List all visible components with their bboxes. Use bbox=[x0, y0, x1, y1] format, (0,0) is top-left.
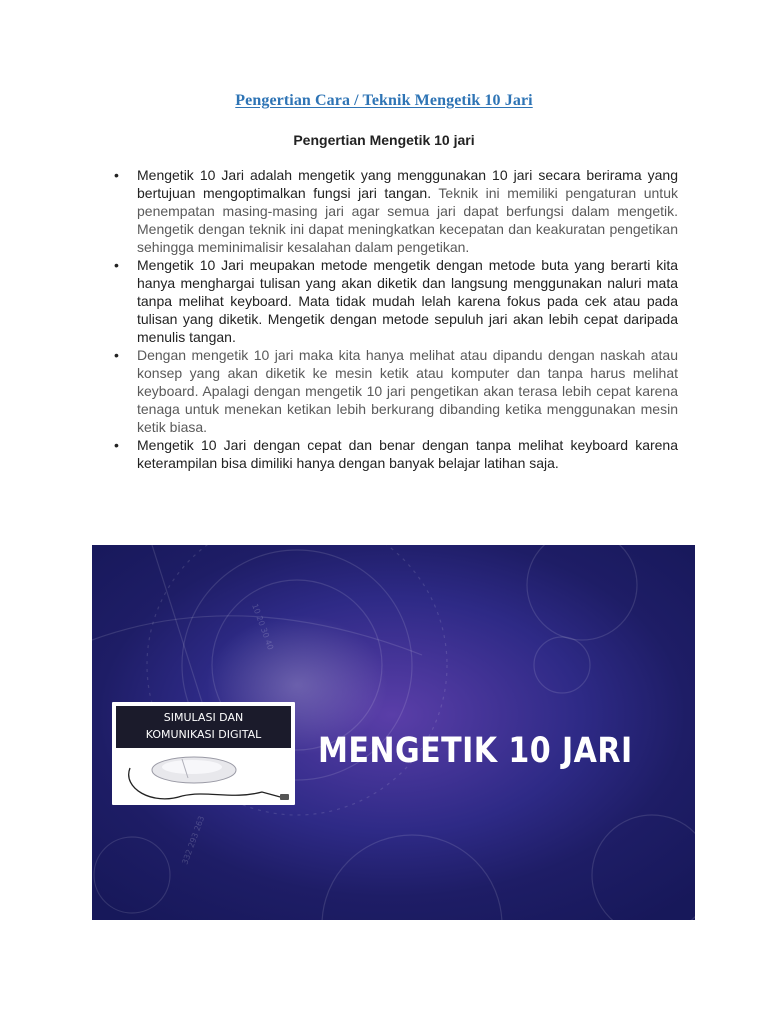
sub-heading: Pengertian Mengetik 10 jari bbox=[293, 132, 475, 148]
svg-text:10 20 30 40: 10 20 30 40 bbox=[250, 602, 276, 652]
card-title-line2: KOMUNIKASI DIGITAL bbox=[145, 728, 262, 741]
bullet-text-continued: Teknik ini memiliki pengaturan untuk penempatan masing-masing jari agar semua jari dapat berfungsi dalam mengetik. Mengetik dengan teknik ini dapat meningkatkan kecepatan dan keakuratan pengetikan sehingga meminimalisir kesalahan dalam pengetikan. bbox=[137, 185, 678, 255]
bullet-item bbox=[113, 436, 678, 472]
card-title-line1: SIMULASI DAN bbox=[163, 711, 244, 724]
bullet-item bbox=[113, 256, 678, 346]
bullet-text: Mengetik 10 Jari meupakan metode mengetik dengan metode buta yang berarti kita hanya menghargai tulisan yang akan diketik dan langsung menggunakan naluri mata tanpa melihat keyboard. Mata tidak mudah lelah karena fokus pada cek atau pada tulisan yang diketik. Mengetik dengan metode sepuluh jari akan lebih cepat daripada menulis tangan. bbox=[137, 257, 678, 345]
bullet-list bbox=[113, 166, 678, 472]
banner-title: MENGETIK 10 JARI bbox=[318, 731, 633, 771]
bullet-text: Mengetik 10 Jari adalah mengetik yang menggunakan 10 jari secara berirama yang bertujuan mengoptimalkan fungsi jari tangan. bbox=[137, 167, 678, 201]
page-title: Pengertian Cara / Teknik Mengetik 10 Jari bbox=[235, 92, 533, 109]
bullet-item bbox=[113, 166, 678, 256]
computer-mouse-icon bbox=[112, 748, 295, 808]
simulasi-card bbox=[112, 702, 295, 805]
bullet-text: Dengan mengetik 10 jari maka kita hanya melihat atau dipandu dengan naskah atau konsep yang akan diketik ke mesin ketik atau komputer dan tanpa harus melihat keyboard. Apalagi dengan mengetik 10 jari pengetikan akan terasa lebih cepat karena tenaga untuk menekan ketikan lebih berkurang dibanding ketika menggunakan mesin ketik biasa. bbox=[137, 347, 678, 435]
banner-image bbox=[92, 545, 695, 920]
bullet-item bbox=[113, 346, 678, 436]
svg-text:332 293 263: 332 293 263 bbox=[180, 814, 207, 866]
bullet-text: Mengetik 10 Jari dengan cepat dan benar dengan tanpa melihat keyboard karena keterampilan bisa dimiliki hanya dengan banyak belajar latihan saja. bbox=[137, 437, 678, 471]
card-title bbox=[116, 706, 291, 748]
